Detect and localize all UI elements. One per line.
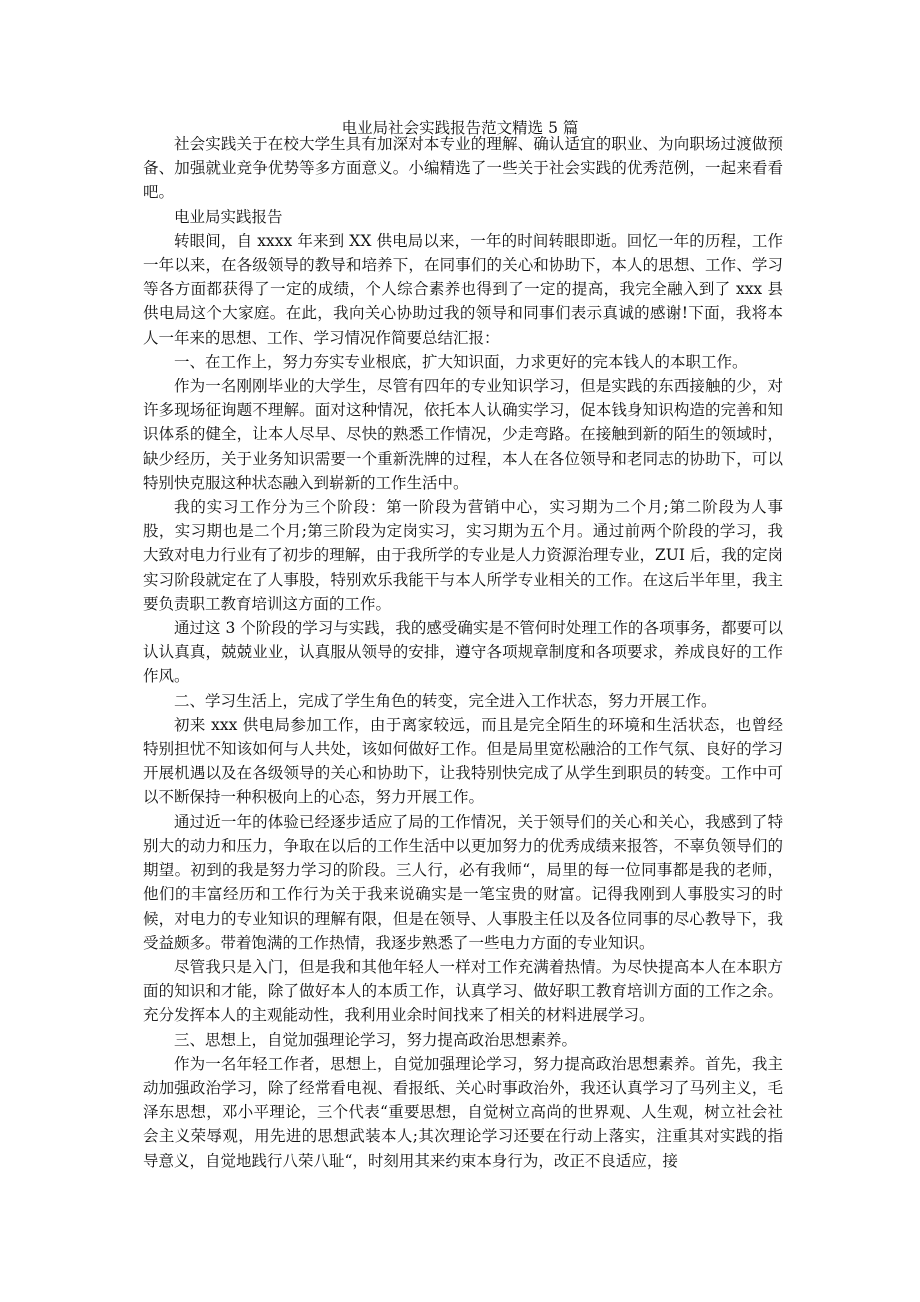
paragraph: 初来 xxx 供电局参加工作，由于离家较远，而且是完全陌生的环境和生活状态，也曾经特别担忧不知该如何与人共处，该如何做好工作。但是局里宽松融洽的工作气氛、良好的学习开展机遇以及在各级领导的关心和协助下，让我特别快完成了从学生到职员的转变。工作中可以不断保持一种积极向上的心态，努力开展工作。	[143, 715, 783, 807]
subheading: 三、思想上，自觉加强理论学习，努力提高政治思想素养。	[174, 1030, 578, 1049]
subheading: 二、学习生活上，完成了学生角色的转变，完全进入工作状态，努力开展工作。	[174, 691, 717, 710]
section-heading: 电业局实践报告	[174, 207, 283, 226]
paragraph-intro: 社会实践关于在校大学生具有加深对本专业的理解、确认适宜的职业、为向职场过渡做预备、加强就业竞争优势等多方面意义。小编精选了一些关于社会实践的优秀范例，一起来看看吧。	[143, 135, 783, 202]
paragraph: 我的实习工作分为三个阶段：第一阶段为营销中心，实习期为二个月;第二阶段为人事股，实习期也是二个月;第三阶段为定岗实习，实习期为五个月。通过前两个阶段的学习，我大致对电力行业有了初步的理解，由于我所学的专业是人力资源治理专业，ZUI 后，我的定岗实习阶段就定在了人事股，特别欢乐我能干与本人所学专业相关的工作。在这后半年里，我主要负责职工教育培训这方面的工作。	[143, 498, 783, 613]
paragraph: 尽管我只是入门，但是我和其他年轻人一样对工作充满着热情。为尽快提高本人在本职方面的知识和才能，除了做好本人的本质工作，认真学习、做好职工教育培训方面的工作之余。充分发挥本人的主观能动性，我利用业余时间找来了相关的材料进展学习。	[143, 957, 783, 1025]
paragraph: 转眼间，自 xxxx 年来到 XX 供电局以来，一年的时间转眼即逝。回忆一年的历程，工作一年以来，在各级领导的教导和培养下，在同事们的关心和协助下，本人的思想、工作、学习等各方面都获得了一定的成绩，个人综合素养也得到了一定的提高，我完全融入到了 xxx 县供电局这个大家庭。在此，我向关心协助过我的领导和同事们表示真诚的感谢!下面，我将本人一年来的思想、工作、学习情况作简要总结汇报：	[143, 231, 783, 347]
paragraph: 作为一名刚刚毕业的大学生，尽管有四年的专业知识学习，但是实践的东西接触的少，对许多现场征询题不理解。面对这种情况，依托本人认确实学习，促本钱身知识构造的完善和知识体系的健全，让本人尽早、尽快的熟悉工作情况，少走弯路。在接触到新的陌生的领域时，缺少经历，关于业务知识需要一个重新洗牌的过程，本人在各位领导和老同志的协助下，可以特别快克服这种状态融入到崭新的工作生活中。	[143, 377, 783, 492]
document-body	[143, 132, 783, 1173]
paragraph: 通过近一年的体验已经逐步适应了局的工作情况，关于领导们的关心和关心，我感到了特别大的动力和压力，争取在以后的工作生活中以更加努力的优秀成绩来报答，不辜负领导们的期望。初到的我是努力学习的阶段。三人行，必有我师“，局里的每一位同事都是我的老师，他们的丰富经历和工作行为关于我来说确实是一笔宝贵的财富。记得我刚到人事股实习的时候，对电力的专业知识的理解有限，但是在领导、人事股主任以及各位同事的尽心教导下，我受益颇多。带着饱满的工作热情，我逐步熟悉了一些电力方面的专业知识。	[143, 812, 783, 952]
paragraph: 作为一名年轻工作者，思想上，自觉加强理论学习，努力提高政治思想素养。首先，我主动加强政治学习，除了经常看电视、看报纸、关心时事政治外，我还认真学习了马列主义，毛泽东思想，邓小平理论，三个代表“重要思想，自觉树立高尚的世界观、人生观，树立社会社会主义荣辱观，用先进的思想武装本人;其次理论学习还要在行动上落实，注重其对实践的指导意义，自觉地践行八荣八耻“，时刻用其来约束本身行为，改正不良适应，接	[143, 1054, 783, 1170]
subheading: 一、在工作上，努力夯实专业根底，扩大知识面，力求更好的完本钱人的本职工作。	[174, 352, 748, 371]
paragraph: 通过这 3 个阶段的学习与实践，我的感受确实是不管何时处理工作的各项事务，都要可以认认真真，兢兢业业，认真服从领导的安排，遵守各项规章制度和各项要求，养成良好的工作作风。	[143, 619, 783, 686]
document-title: 电业局社会实践报告范文精选 5 篇	[341, 119, 579, 137]
